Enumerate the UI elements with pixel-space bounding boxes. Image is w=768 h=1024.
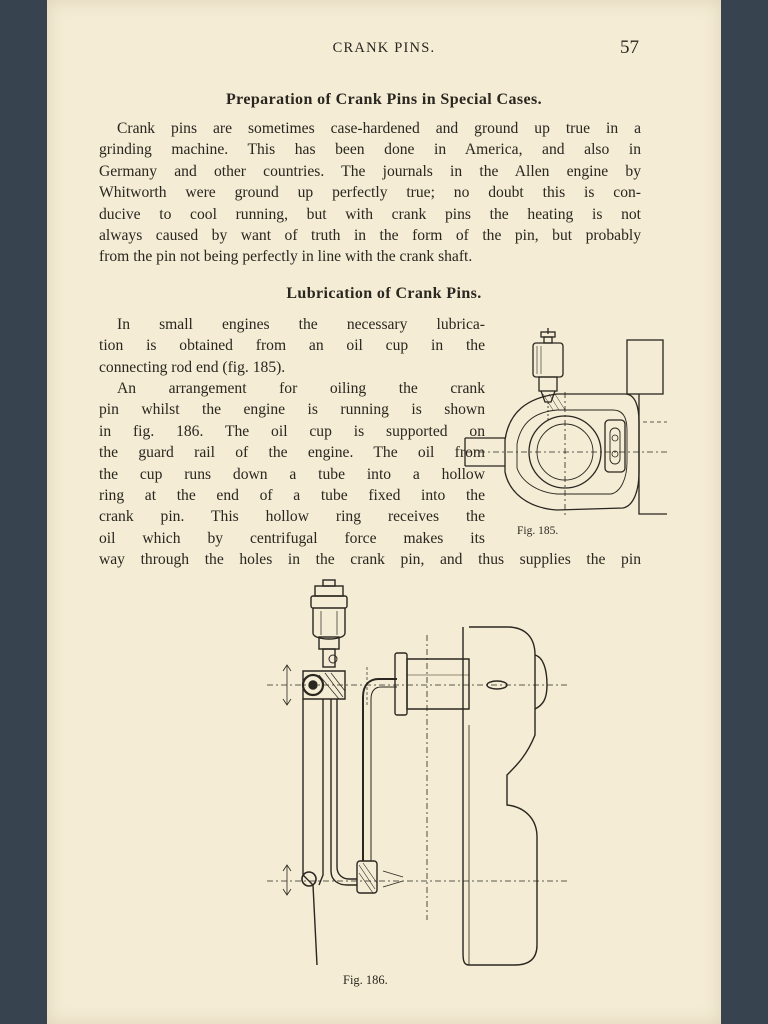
text-line: the cup runs down a tube into a hollow bbox=[99, 465, 485, 483]
text-line: Germany and other countries. The journals in the Allen engine by bbox=[99, 162, 641, 180]
running-title: CRANK PINS. bbox=[332, 40, 436, 56]
paragraph-preparation bbox=[99, 118, 641, 268]
text-line: oil which by centrifugal force makes its bbox=[99, 529, 485, 547]
text-line: in fig. 186. The oil cup is supported on bbox=[99, 422, 485, 440]
text-line: from the pin not being perfectly in line with the crank shaft. bbox=[99, 248, 473, 266]
text-line: tion is obtained from an oil cup in the bbox=[99, 337, 485, 355]
page-number: 57 bbox=[620, 37, 639, 58]
figure-185-caption: Fig. 185. bbox=[517, 525, 559, 537]
text-line: connecting rod end (fig. 185). bbox=[99, 358, 286, 376]
text-line: the guard rail of the engine. The oil from bbox=[99, 444, 485, 462]
text-line: An arrangement for oiling the crank bbox=[117, 380, 485, 397]
section-heading-preparation: Preparation of Crank Pins in Special Cases. bbox=[225, 91, 543, 108]
running-head bbox=[47, 37, 721, 64]
text-line: ring at the end of a tube fixed into the bbox=[99, 487, 485, 505]
text-line: always caused by want of truth in the form of the pin, but probably bbox=[99, 227, 641, 245]
section-heading-lubrication: Lubrication of Crank Pins. bbox=[286, 285, 482, 302]
text-line: way through the holes in the crank pin, and thus supplies the pin bbox=[99, 551, 641, 569]
text-line: In small engines the necessary lubrica- bbox=[117, 316, 485, 333]
book-page bbox=[47, 0, 721, 1024]
figure-185-drawing bbox=[457, 322, 647, 522]
figure-186-drawing bbox=[207, 575, 567, 975]
text-line: Whitworth were ground up perfectly true; no doubt this is con- bbox=[99, 184, 641, 202]
text-line: Crank pins are sometimes case-hardened and ground up true in a bbox=[117, 120, 641, 137]
text-line: grinding machine. This has been done in America, and also in bbox=[99, 141, 641, 159]
figure-186-caption: Fig. 186. bbox=[343, 973, 388, 987]
paragraph-lubrication-1 bbox=[99, 314, 485, 378]
text-line: pin whilst the engine is running is shown bbox=[99, 401, 485, 419]
text-line: crank pin. This hollow ring receives the bbox=[99, 508, 485, 526]
text-line: ducive to cool running, but with crank pins the heating is not bbox=[99, 205, 641, 223]
